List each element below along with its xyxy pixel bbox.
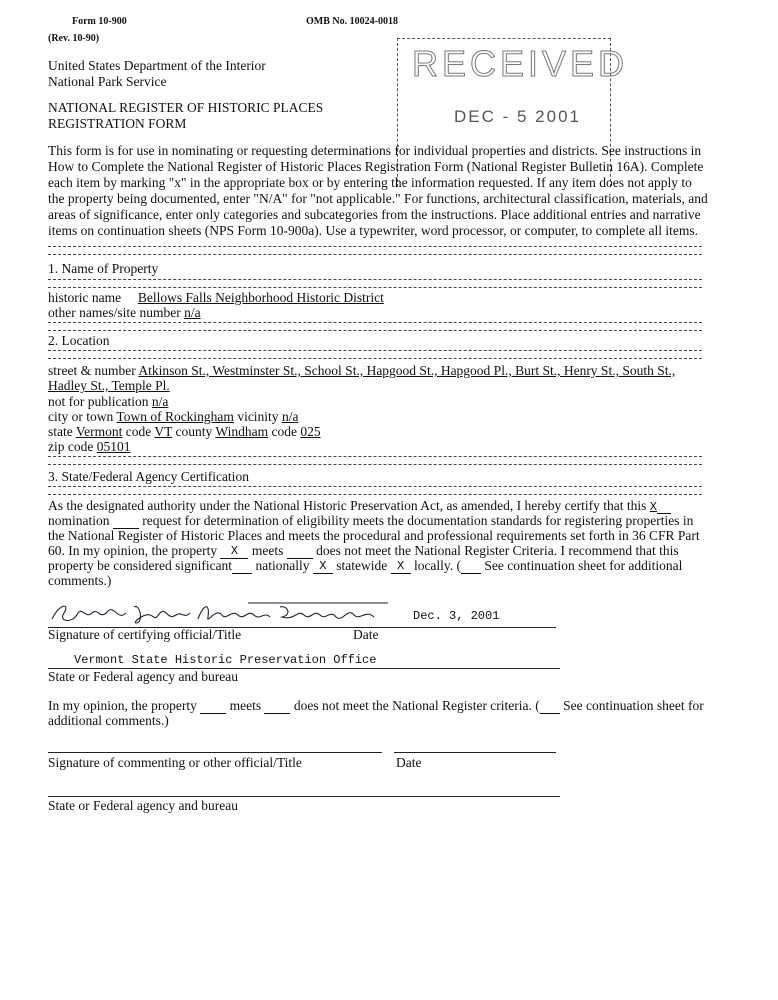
stamp-word: RECEIVED xyxy=(412,43,629,84)
certification-text: nationally xyxy=(255,558,310,573)
zip-field xyxy=(48,439,130,455)
department-name: United States Department of the Interior xyxy=(48,58,266,73)
signature-date: Dec. 3, 2001 xyxy=(413,609,500,623)
county-code-value: 025 xyxy=(300,424,321,439)
state-code-value: VT xyxy=(154,424,173,439)
date-label: Date xyxy=(396,755,422,770)
instruction-line: items on continuation sheets (NPS Form 10-900a). Use a typewriter, word processor, or computer, to complete all items. xyxy=(48,223,698,238)
form-title: NATIONAL REGISTER OF HISTORIC PLACES xyxy=(48,100,324,115)
section-divider xyxy=(48,486,702,495)
date-line xyxy=(394,752,556,753)
agency-label: State or Federal agency and bureau xyxy=(48,798,239,813)
certification-text: locally. ( xyxy=(413,558,462,573)
county-label: county xyxy=(175,424,213,439)
county-value: Windham xyxy=(215,424,269,439)
certification-text: property be considered significant xyxy=(48,558,233,573)
omb-number: OMB No. 10024-0018 xyxy=(306,16,398,27)
opinion-line xyxy=(48,698,704,714)
section-divider xyxy=(48,456,702,465)
street-label: street & number xyxy=(48,363,136,378)
street-value: Atkinson St., Westminster St., School St., Hapgood St., Hapgood Pl., Burt St., Henry St., South St., xyxy=(138,363,676,378)
instruction-line: How to Complete the National Register of Historic Places Registration Form (National Register Bulletin 16A). Complete xyxy=(48,159,704,174)
historic-name-label: historic name xyxy=(48,290,122,305)
agency-value: Vermont State Historic Preservation Office xyxy=(74,653,377,667)
certification-text: nomination xyxy=(48,513,110,528)
zip-label: zip code xyxy=(48,439,94,454)
section-divider xyxy=(48,246,702,255)
agency-line xyxy=(48,796,560,797)
instruction-line: areas of significance, enter only categories and subcategories from the instructions. Place additional entries and narrative xyxy=(48,207,701,222)
certification-line: the National Register of Historic Places and meets the procedural and professional requirements set forth in 36 CFR Part xyxy=(48,528,700,543)
section-divider xyxy=(48,322,702,331)
agency-label: State or Federal agency and bureau xyxy=(48,669,239,684)
date-label: Date xyxy=(353,627,379,642)
signature-label: Signature of commenting or other official/Title xyxy=(48,755,302,770)
other-names-label: other names/site number xyxy=(48,305,181,320)
state-field xyxy=(48,424,321,440)
certification-line xyxy=(48,543,679,559)
city-field xyxy=(48,409,298,425)
opinion-text: meets xyxy=(229,698,262,713)
instruction-line: the property being documented, enter "N/A" for "not applicable." For functions, architectural classification, materials, and xyxy=(48,191,708,206)
nomination-mark: X xyxy=(649,500,657,514)
not-for-publication-field xyxy=(48,394,168,410)
nfp-value: n/a xyxy=(151,394,169,409)
street-field xyxy=(48,363,675,379)
statewide-mark: X xyxy=(313,559,333,574)
opinion-text: See continuation sheet for xyxy=(563,698,704,713)
vicinity-label: vicinity xyxy=(237,409,279,424)
county-code-label: code xyxy=(271,424,297,439)
instruction-line: each item by marking "x" in the appropriate box or by entering the information requested. If any item does not apply to xyxy=(48,175,692,190)
service-name: National Park Service xyxy=(48,74,167,89)
section-heading: 3. State/Federal Agency Certification xyxy=(48,469,249,484)
certification-text: 60. In my opinion, the property xyxy=(48,543,218,558)
certification-line xyxy=(48,513,693,529)
street-value-continued: Hadley St., Temple Pl. xyxy=(48,378,170,393)
section-divider xyxy=(48,350,702,359)
state-value: Vermont xyxy=(75,424,123,439)
state-label: state xyxy=(48,424,73,439)
instruction-line: This form is for use in nominating or requesting determinations for individual properties and districts. See instructions in xyxy=(48,143,702,158)
section-heading: 1. Name of Property xyxy=(48,261,159,276)
certification-text: statewide xyxy=(336,558,388,573)
locally-mark: X xyxy=(391,559,411,574)
certification-line xyxy=(48,498,671,514)
certification-text: request for determination of eligibility meets the documentation standards for registering properties in xyxy=(142,513,694,528)
section-heading: 2. Location xyxy=(48,333,110,348)
certification-text: See continuation sheet for additional xyxy=(484,558,683,573)
meets-mark: X xyxy=(220,544,248,559)
other-names-value: n/a xyxy=(184,305,201,320)
zip-value: 05101 xyxy=(96,439,131,454)
signature-line xyxy=(48,752,382,753)
certification-line xyxy=(48,558,682,574)
city-value: Town of Rockingham xyxy=(116,409,234,424)
signature-label: Signature of certifying official/Title xyxy=(48,627,242,642)
certification-text: As the designated authority under the National Historic Preservation Act, as amended, I hereby certify that this xyxy=(48,498,647,513)
section-divider xyxy=(48,279,702,288)
form-number: Form 10-900 xyxy=(72,16,127,27)
certification-line: comments.) xyxy=(48,573,112,588)
city-label: city or town xyxy=(48,409,114,424)
nfp-label: not for publication xyxy=(48,394,149,409)
state-code-label: code xyxy=(125,424,152,439)
vicinity-value: n/a xyxy=(281,409,299,424)
stamp-date: DEC - 5 2001 xyxy=(454,107,581,126)
opinion-text: does not meet the National Register criteria. ( xyxy=(293,698,540,713)
form-subtitle: REGISTRATION FORM xyxy=(48,116,187,131)
form-revision: (Rev. 10-90) xyxy=(48,33,100,44)
historic-name-field xyxy=(48,290,384,306)
certification-text: meets xyxy=(251,543,284,558)
other-names-field xyxy=(48,305,201,321)
opinion-text: In my opinion, the property xyxy=(48,698,197,713)
opinion-line: additional comments.) xyxy=(48,713,169,728)
historic-name-value: Bellows Falls Neighborhood Historic District xyxy=(137,290,384,305)
certification-text: does not meet the National Register Criteria. I recommend that this xyxy=(316,543,679,558)
